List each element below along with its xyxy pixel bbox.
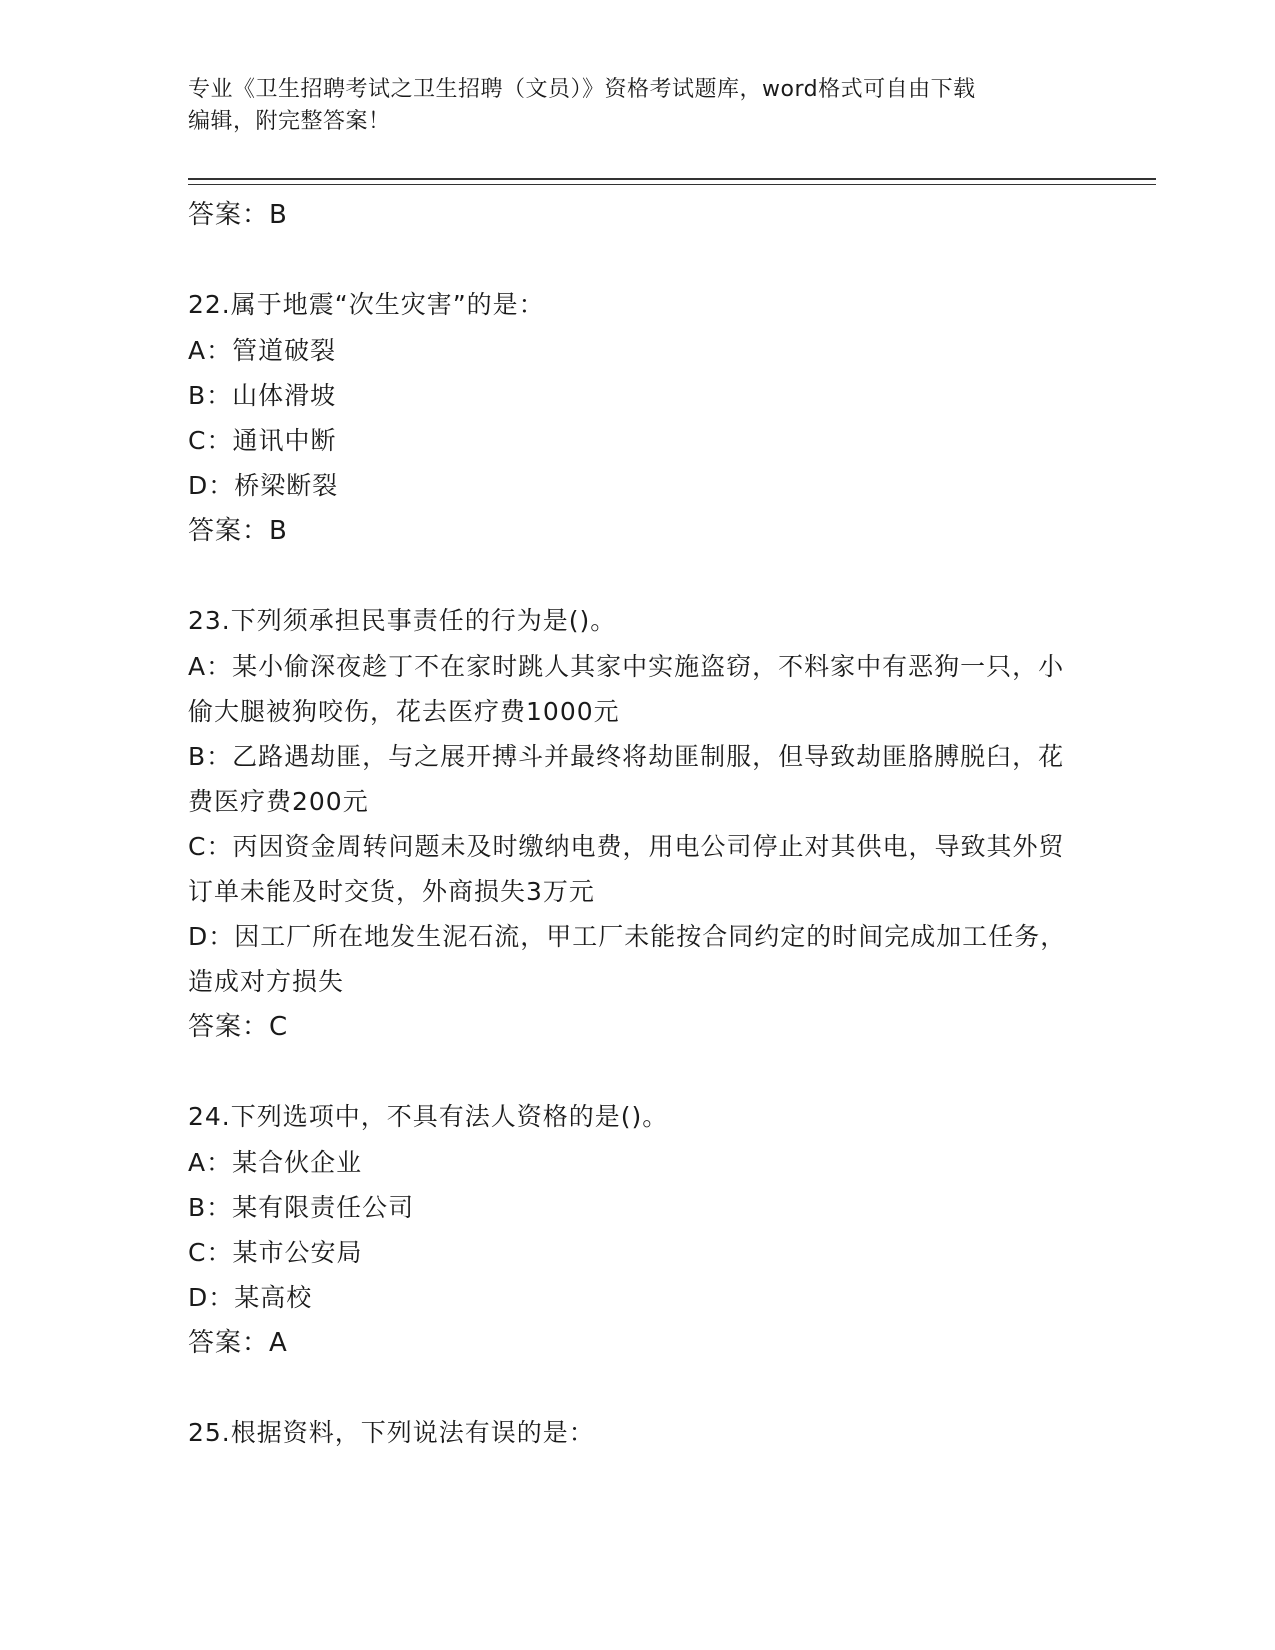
question-answer: 答案：A	[188, 1328, 288, 1358]
question-23	[188, 598, 1068, 1050]
question-list	[188, 188, 1068, 1481]
document-header	[188, 74, 1088, 138]
option-c: C：丙因资金周转问题未及时缴纳电费，用电公司停止对其供电，导致其外贸订单未能及时交货，外商损失3万元	[188, 832, 1065, 906]
option-b: B：乙路遇劫匪，与之展开搏斗并最终将劫匪制服，但导致劫匪胳膊脱臼，花费医疗费200元	[188, 742, 1065, 816]
previous-answer: 答案：B	[188, 200, 288, 230]
option-c: C：通讯中断	[188, 426, 337, 455]
option-a: A：某小偷深夜趁丁不在家时跳人其家中实施盗窃，不料家中有恶狗一只，小偷大腿被狗咬伤，花去医疗费1000元	[188, 652, 1065, 726]
question-22	[188, 282, 1068, 554]
header-line-1: 专业《卫生招聘考试之卫生招聘（文员）》资格考试题库，word格式可自由下载	[188, 77, 976, 102]
option-d: D：某高校	[188, 1283, 313, 1312]
question-title: 23.下列须承担民事责任的行为是()。	[188, 606, 617, 635]
option-c: C：某市公安局	[188, 1238, 363, 1267]
question-title: 22.属于地震“次生灾害”的是：	[188, 290, 545, 319]
option-a: A：某合伙企业	[188, 1148, 363, 1177]
question-24	[188, 1094, 1068, 1366]
option-d: D：因工厂所在地发生泥石流，甲工厂未能按合同约定的时间完成加工任务，造成对方损失	[188, 922, 1067, 996]
question-title: 24.下列选项中，不具有法人资格的是()。	[188, 1102, 669, 1131]
header-divider-thin	[188, 184, 1156, 185]
option-b: B：山体滑坡	[188, 381, 337, 410]
option-a: A：管道破裂	[188, 336, 337, 365]
option-b: B：某有限责任公司	[188, 1193, 415, 1222]
option-d: D：桥梁断裂	[188, 471, 339, 500]
header-divider-thick	[188, 178, 1156, 180]
header-line-2: 编辑，附完整答案！	[188, 109, 391, 134]
question-answer: 答案：B	[188, 516, 288, 546]
question-answer: 答案：C	[188, 1012, 289, 1042]
question-25-title: 25.根据资料，下列说法有误的是：	[188, 1418, 595, 1447]
